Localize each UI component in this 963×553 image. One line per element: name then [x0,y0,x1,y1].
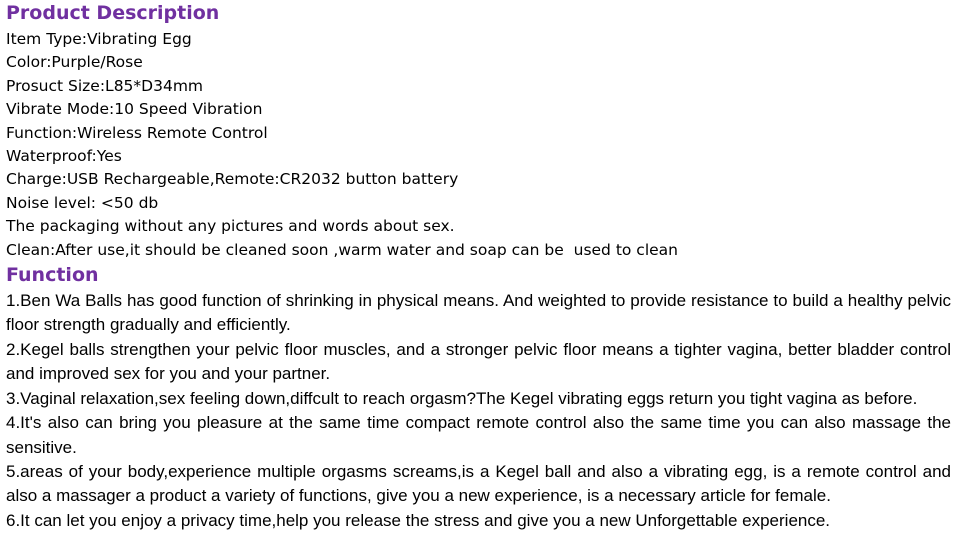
spec-color: Color:Purple/Rose [6,53,143,72]
function-item-3: 3.Vaginal relaxation,sex feeling down,diffcult to reach orgasm?The Kegel vibrating eggs return you tight vagina as before. [6,388,918,408]
spec-function: Function:Wireless Remote Control [6,123,268,142]
spec-vibrate-mode: Vibrate Mode:10 Speed Vibration [6,100,263,119]
spec-charge: Charge:USB Rechargeable,Remote:CR2032 button battery [6,170,459,189]
spec-waterproof: Waterproof:Yes [6,147,122,166]
product-spec-list [6,28,951,262]
spec-noise-level: Noise level: <50 db [6,193,159,212]
function-item-5: 5.areas of your body,experience multiple orgasms screams,is a Kegel ball and also a vibrating egg, is a remote control and also a massager a product a variety of functions, give you a new experience, is a necessary article for female. [6,461,951,506]
spec-clean-note: Clean:After use,it should be cleaned soon ,warm water and soap can be used to clean [6,240,678,259]
spec-packaging-note: The packaging without any pictures and words about sex. [6,217,455,236]
function-item-6: 6.It can let you enjoy a privacy time,help you release the stress and give you a new Unforgettable experience. [6,510,831,530]
function-list [6,289,951,533]
spec-product-size: Prosuct Size:L85*D34mm [6,76,204,95]
function-item-1: 1.Ben Wa Balls has good function of shrinking in physical means. And weighted to provide resistance to build a healthy pelvic floor strength gradually and efficiently. [6,291,951,335]
function-item-2: 2.Kegel balls strengthen your pelvic floor muscles, and a stronger pelvic floor means a tighter vagina, better bladder control and improved sex for you and your partner. [6,339,951,384]
spec-item-type: Item Type:Vibrating Egg [6,30,192,48]
function-heading: Function [6,264,99,287]
product-description-heading: Product Description [6,2,220,24]
function-item-4: 4.It's also can bring you pleasure at the same time compact remote control also the same time you can also massage the sensitive. [6,413,951,457]
